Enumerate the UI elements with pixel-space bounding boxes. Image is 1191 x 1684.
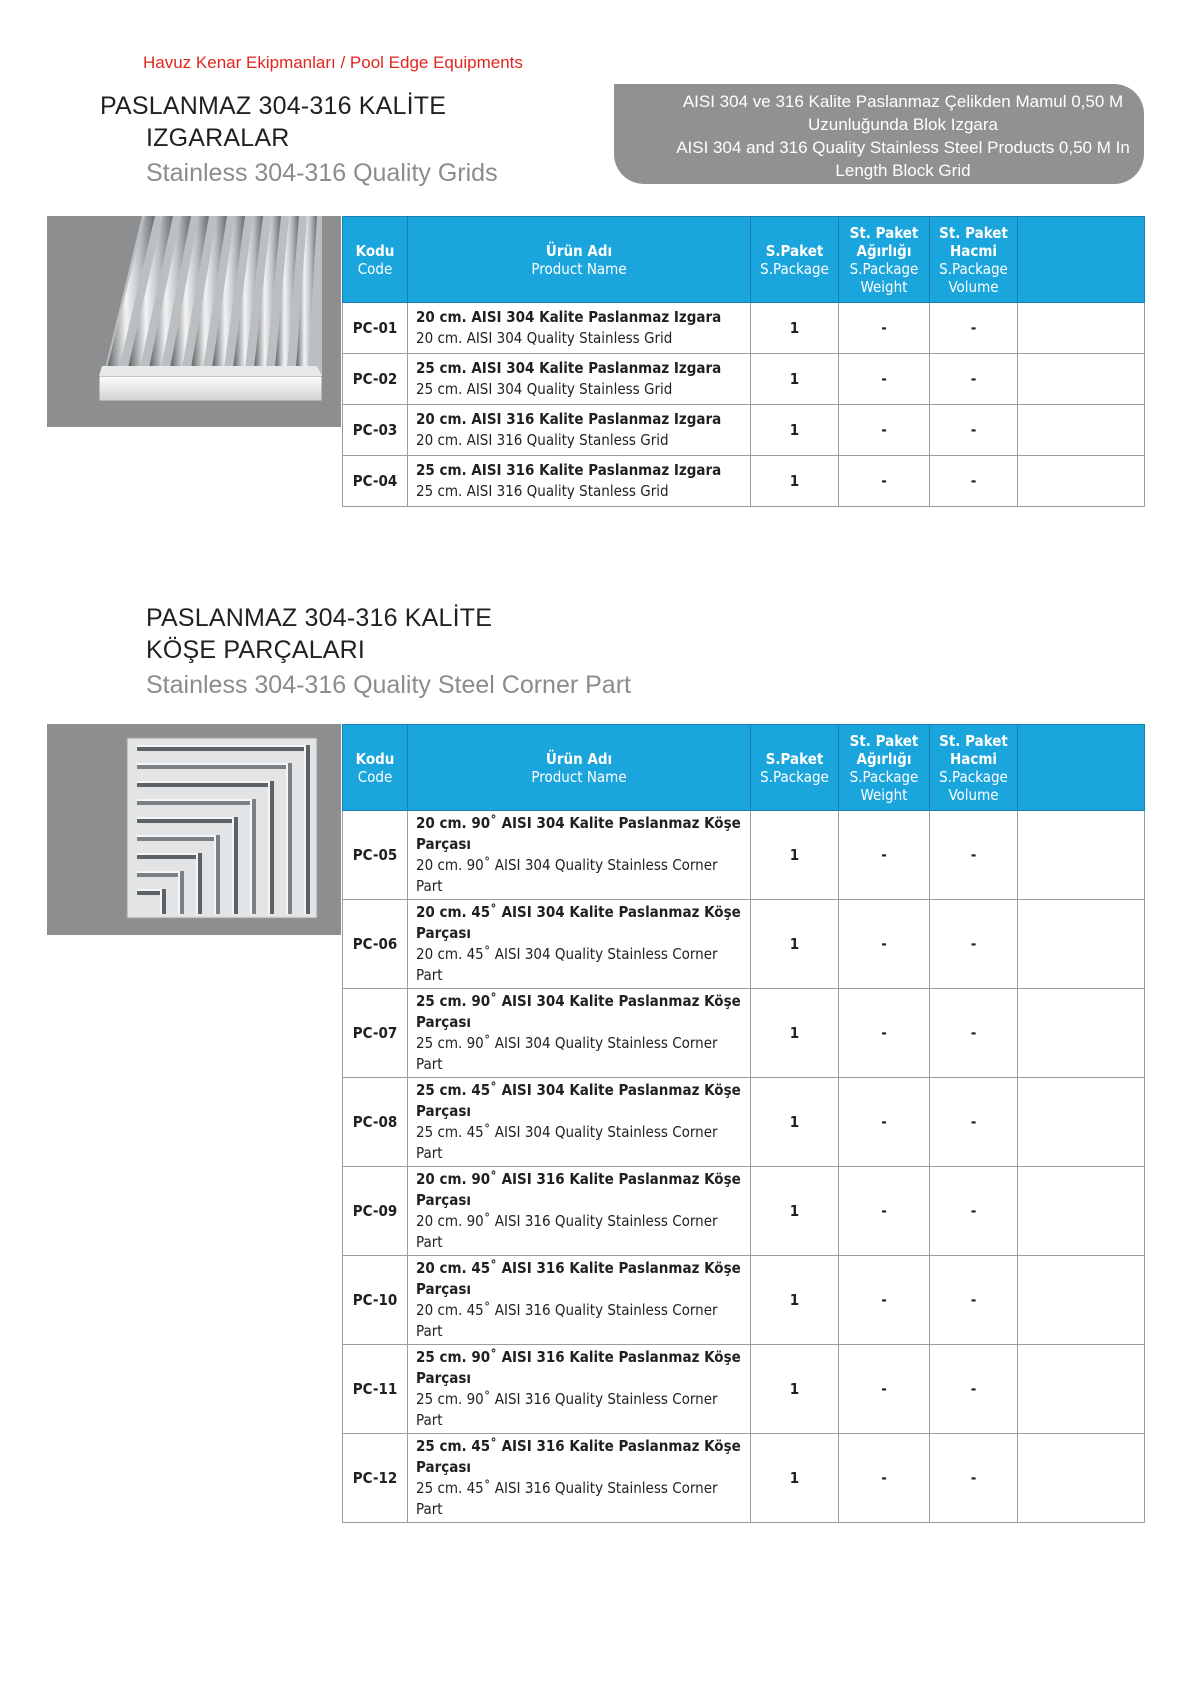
package-volume: - — [930, 811, 1018, 900]
package-volume: - — [930, 303, 1018, 354]
product-name-tr: 20 cm. 90˚ AISI 316 Kalite Paslanmaz Köşe Parçası — [416, 1170, 741, 1209]
product-name — [408, 1078, 751, 1167]
header-code: Kodu Code — [343, 217, 408, 303]
product-name-en: 25 cm. AISI 316 Quality Stanless Grid — [416, 482, 669, 500]
package-volume: - — [930, 1345, 1018, 1434]
package-volume: - — [930, 1167, 1018, 1256]
stainless-grid-image — [47, 216, 341, 427]
header-package: S.Paket S.Package — [751, 725, 839, 811]
product-name — [408, 900, 751, 989]
product-code: PC-01 — [343, 303, 408, 354]
table-header-row — [343, 217, 1145, 303]
corner-photo-icon — [47, 724, 341, 935]
product-code: PC-07 — [343, 989, 408, 1078]
blank-cell — [1018, 354, 1145, 405]
title-tr-line1: PASLANMAZ 304-316 KALİTE — [100, 92, 447, 120]
package-weight: - — [839, 900, 930, 989]
info-line: AISI 304 ve 316 Kalite Paslanmaz Çelikden Mamul 0,50 M — [682, 92, 1124, 111]
package-weight: - — [839, 1256, 930, 1345]
section-title-tr — [100, 90, 498, 154]
product-name — [408, 1434, 751, 1523]
package-volume: - — [930, 1256, 1018, 1345]
product-name — [408, 1256, 751, 1345]
package-weight: - — [839, 354, 930, 405]
stainless-corner-image — [47, 724, 341, 935]
package-volume: - — [930, 405, 1018, 456]
header-volume: St. Paket Hacmi S.Package Volume — [930, 217, 1018, 303]
product-name-tr: 25 cm. 90˚ AISI 304 Kalite Paslanmaz Köşe Parçası — [416, 992, 741, 1031]
product-name — [408, 1167, 751, 1256]
product-name — [408, 811, 751, 900]
table-row — [343, 456, 1145, 507]
package-qty: 1 — [751, 1434, 839, 1523]
package-volume: - — [930, 354, 1018, 405]
grid-photo-icon — [47, 216, 341, 427]
product-name-tr: 20 cm. 90˚ AISI 304 Kalite Paslanmaz Köşe Parçası — [416, 814, 741, 853]
package-volume: - — [930, 1434, 1018, 1523]
section-title-grids — [100, 90, 498, 189]
header-blank — [1018, 217, 1145, 303]
blank-cell — [1018, 303, 1145, 354]
table-row — [343, 1078, 1145, 1167]
blank-cell — [1018, 811, 1145, 900]
product-name-tr: 25 cm. 45˚ AISI 304 Kalite Paslanmaz Köşe Parçası — [416, 1081, 741, 1120]
title-tr-line2: KÖŞE PARÇALARI — [146, 636, 366, 664]
blank-cell — [1018, 1167, 1145, 1256]
package-qty: 1 — [751, 456, 839, 507]
package-qty: 1 — [751, 900, 839, 989]
section-title-corners — [146, 602, 631, 701]
grids-table — [342, 216, 1145, 507]
package-weight: - — [839, 989, 930, 1078]
product-name-en: 20 cm. 90˚ AISI 316 Quality Stainless Corner Part — [416, 1212, 718, 1251]
table-row — [343, 405, 1145, 456]
product-name-tr: 20 cm. AISI 316 Kalite Paslanmaz Izgara — [416, 410, 722, 428]
product-name-en: 25 cm. 90˚ AISI 316 Quality Stainless Corner Part — [416, 1390, 718, 1429]
category-label: Havuz Kenar Ekipmanları / Pool Edge Equipments — [143, 53, 523, 72]
title-tr-line2: IZGARALAR — [146, 124, 290, 152]
title-tr-line1: PASLANMAZ 304-316 KALİTE — [146, 604, 493, 632]
product-name — [408, 405, 751, 456]
package-qty: 1 — [751, 989, 839, 1078]
product-name-tr: 25 cm. 90˚ AISI 316 Kalite Paslanmaz Köşe Parçası — [416, 1348, 741, 1387]
product-code: PC-11 — [343, 1345, 408, 1434]
package-qty: 1 — [751, 1167, 839, 1256]
product-name — [408, 989, 751, 1078]
product-name-tr: 25 cm. 45˚ AISI 316 Kalite Paslanmaz Köşe Parçası — [416, 1437, 741, 1476]
package-volume: - — [930, 456, 1018, 507]
product-code: PC-10 — [343, 1256, 408, 1345]
info-box — [614, 84, 1144, 184]
package-volume: - — [930, 1078, 1018, 1167]
product-name-en: 20 cm. 45˚ AISI 304 Quality Stainless Corner Part — [416, 945, 718, 984]
product-name — [408, 354, 751, 405]
table-row — [343, 989, 1145, 1078]
product-code: PC-02 — [343, 354, 408, 405]
product-name-en: 25 cm. 90˚ AISI 304 Quality Stainless Corner Part — [416, 1034, 718, 1073]
product-code: PC-06 — [343, 900, 408, 989]
section-title-tr — [146, 602, 631, 666]
header-blank — [1018, 725, 1145, 811]
package-qty: 1 — [751, 1078, 839, 1167]
package-weight: - — [839, 1345, 930, 1434]
product-name-tr: 25 cm. AISI 316 Kalite Paslanmaz Izgara — [416, 461, 722, 479]
table-row — [343, 1345, 1145, 1434]
package-qty: 1 — [751, 405, 839, 456]
header-name: Ürün Adı Product Name — [408, 725, 751, 811]
blank-cell — [1018, 1078, 1145, 1167]
info-line: AISI 304 and 316 Quality Stainless Steel Products 0,50 M In — [676, 138, 1130, 157]
section-title-en: Stainless 304-316 Quality Steel Corner Part — [146, 671, 631, 699]
product-name — [408, 1345, 751, 1434]
product-name — [408, 303, 751, 354]
product-name-en: 25 cm. 45˚ AISI 304 Quality Stainless Corner Part — [416, 1123, 718, 1162]
package-qty: 1 — [751, 1345, 839, 1434]
section-title-en: Stainless 304-316 Quality Grids — [146, 159, 498, 187]
header-weight: St. Paket Ağırlığı S.Package Weight — [839, 217, 930, 303]
table-row — [343, 900, 1145, 989]
info-line: Uzunluğunda Blok Izgara — [808, 115, 998, 134]
package-qty: 1 — [751, 1256, 839, 1345]
blank-cell — [1018, 456, 1145, 507]
header-name: Ürün Adı Product Name — [408, 217, 751, 303]
package-weight: - — [839, 811, 930, 900]
product-name — [408, 456, 751, 507]
package-qty: 1 — [751, 811, 839, 900]
table-row — [343, 354, 1145, 405]
product-name-tr: 25 cm. AISI 304 Kalite Paslanmaz Izgara — [416, 359, 722, 377]
package-weight: - — [839, 1434, 930, 1523]
header-weight: St. Paket Ağırlığı S.Package Weight — [839, 725, 930, 811]
table-row — [343, 1434, 1145, 1523]
product-code: PC-04 — [343, 456, 408, 507]
corners-table — [342, 724, 1145, 1523]
table-header-row — [343, 725, 1145, 811]
product-name-en: 20 cm. 45˚ AISI 316 Quality Stainless Corner Part — [416, 1301, 718, 1340]
blank-cell — [1018, 1345, 1145, 1434]
blank-cell — [1018, 1434, 1145, 1523]
table-row — [343, 1256, 1145, 1345]
package-weight: - — [839, 456, 930, 507]
package-weight: - — [839, 303, 930, 354]
package-volume: - — [930, 989, 1018, 1078]
package-volume: - — [930, 900, 1018, 989]
product-name-en: 20 cm. 90˚ AISI 304 Quality Stainless Corner Part — [416, 856, 718, 895]
header-volume: St. Paket Hacmi S.Package Volume — [930, 725, 1018, 811]
table-row — [343, 811, 1145, 900]
blank-cell — [1018, 1256, 1145, 1345]
product-name-en: 25 cm. AISI 304 Quality Stainless Grid — [416, 380, 673, 398]
product-name-en: 25 cm. 45˚ AISI 316 Quality Stainless Corner Part — [416, 1479, 718, 1518]
product-code: PC-12 — [343, 1434, 408, 1523]
blank-cell — [1018, 405, 1145, 456]
package-qty: 1 — [751, 354, 839, 405]
product-code: PC-03 — [343, 405, 408, 456]
product-name-tr: 20 cm. AISI 304 Kalite Paslanmaz Izgara — [416, 308, 722, 326]
package-weight: - — [839, 1167, 930, 1256]
product-name-tr: 20 cm. 45˚ AISI 304 Kalite Paslanmaz Köşe Parçası — [416, 903, 741, 942]
product-name-en: 20 cm. AISI 304 Quality Stainless Grid — [416, 329, 673, 347]
blank-cell — [1018, 900, 1145, 989]
package-weight: - — [839, 405, 930, 456]
product-code: PC-05 — [343, 811, 408, 900]
product-code: PC-08 — [343, 1078, 408, 1167]
package-qty: 1 — [751, 303, 839, 354]
table-row — [343, 1167, 1145, 1256]
blank-cell — [1018, 989, 1145, 1078]
table-row — [343, 303, 1145, 354]
package-weight: - — [839, 1078, 930, 1167]
product-name-en: 20 cm. AISI 316 Quality Stanless Grid — [416, 431, 669, 449]
header-code: Kodu Code — [343, 725, 408, 811]
header-package: S.Paket S.Package — [751, 217, 839, 303]
info-line: Length Block Grid — [835, 161, 971, 180]
product-name-tr: 20 cm. 45˚ AISI 316 Kalite Paslanmaz Köşe Parçası — [416, 1259, 741, 1298]
product-code: PC-09 — [343, 1167, 408, 1256]
